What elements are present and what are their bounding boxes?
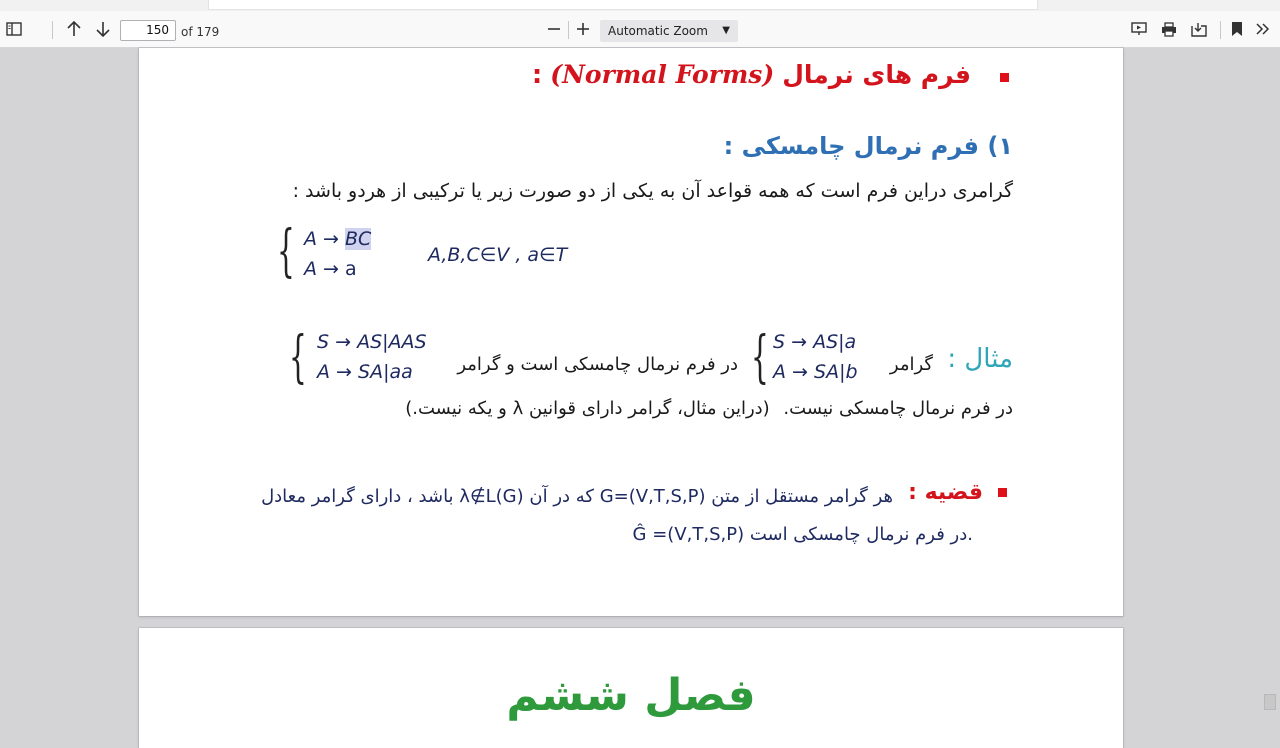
page-title bbox=[532, 60, 971, 96]
pdf-page-150 bbox=[139, 48, 1123, 616]
pdf-page-151 bbox=[139, 628, 1123, 748]
rule-condition: A,B,C∈V , a∈T bbox=[428, 244, 568, 266]
presentation-icon[interactable] bbox=[1128, 18, 1150, 40]
left-brace: { bbox=[289, 325, 307, 390]
ex1-r2-rhs: SA|b bbox=[814, 361, 858, 383]
chapter-title: فصل ششم bbox=[506, 670, 756, 721]
ex2-r2-lhs: A bbox=[317, 361, 330, 383]
bullet-icon bbox=[998, 488, 1007, 497]
arrow-up-icon[interactable] bbox=[63, 18, 85, 40]
page-number-input[interactable]: 150 bbox=[120, 20, 176, 41]
theorem-line-1: هر گرامر مستقل از متن G=(V,T,S,P) که در آن λ∉L(G) باشد ، دارای گرامر معادل bbox=[261, 486, 893, 507]
bookmark-icon[interactable] bbox=[1226, 18, 1248, 40]
example-conclusion-a: در فرم نرمال چامسکی نیست. bbox=[783, 398, 1013, 419]
example-1-rule-1: S → AS|a bbox=[773, 331, 857, 353]
minus-icon[interactable] bbox=[543, 18, 565, 40]
rule-1-rhs: BC bbox=[345, 228, 372, 250]
rule-1: A → BC bbox=[304, 228, 372, 250]
address-bar[interactable] bbox=[208, 0, 1038, 10]
ex2-r1-rhs: AS|AAS bbox=[357, 331, 427, 353]
double-chevron-icon[interactable] bbox=[1252, 18, 1274, 40]
chevron-down-icon: ▼ bbox=[722, 25, 730, 36]
sidebar-toggle-icon[interactable] bbox=[3, 18, 25, 40]
example-1-rule-2: A → SA|b bbox=[773, 361, 858, 383]
rule-1-lhs: A bbox=[304, 228, 317, 250]
bullet-icon bbox=[1000, 73, 1009, 82]
ex1-r1-lhs: S bbox=[773, 331, 786, 353]
left-brace: { bbox=[277, 219, 295, 284]
ex1-r1-rhs: AS|a bbox=[813, 331, 857, 353]
example-word: گرامر bbox=[889, 354, 933, 375]
example-conclusion bbox=[405, 398, 1013, 419]
section-heading: ۱) فرم نرمال چامسکی : bbox=[723, 132, 1013, 160]
example-conclusion-b: (دراین مثال، گرامر دارای قوانین λ و یکه نیست.) bbox=[405, 398, 770, 419]
rule-2-lhs: A bbox=[304, 258, 317, 280]
ex1-r2-lhs: A bbox=[773, 361, 786, 383]
arrow-down-icon[interactable] bbox=[92, 18, 114, 40]
title-persian: فرم های نرمال bbox=[782, 60, 971, 89]
title-english: (Normal Forms) bbox=[550, 60, 775, 89]
ex2-r1-lhs: S bbox=[317, 331, 330, 353]
rule-2: A → a bbox=[304, 258, 357, 280]
example-middle-text: در فرم نرمال چامسکی است و گرامر bbox=[457, 354, 738, 375]
scrollbar-thumb[interactable] bbox=[1264, 694, 1276, 710]
example-label: مثال : bbox=[947, 344, 1013, 374]
zoom-value: Automatic Zoom bbox=[608, 24, 708, 38]
save-icon[interactable] bbox=[1188, 18, 1210, 40]
rule-2-rhs: a bbox=[345, 258, 357, 280]
page-count-label: of 179 bbox=[181, 25, 220, 39]
example-2-rule-1: S → AS|AAS bbox=[317, 331, 427, 353]
definition-text: گرامری دراین فرم است که همه قواعد آن به یکی از دو صورت زیر یا ترکیبی از هردو باشد : bbox=[292, 180, 1013, 202]
title-colon: : bbox=[531, 60, 543, 90]
print-icon[interactable] bbox=[1158, 18, 1180, 40]
left-brace: { bbox=[751, 325, 769, 390]
plus-icon[interactable] bbox=[572, 18, 594, 40]
example-2-rule-2: A → SA|aa bbox=[317, 361, 413, 383]
pdf-toolbar bbox=[0, 11, 1280, 48]
ex2-r2-rhs: SA|aa bbox=[358, 361, 413, 383]
theorem-line-2: Ĝ =(V,T,S,P) در فرم نرمال چامسکی است. bbox=[632, 524, 973, 545]
pdf-viewer[interactable] bbox=[0, 48, 1280, 720]
theorem-label: قضیه : bbox=[908, 480, 983, 505]
zoom-select[interactable] bbox=[600, 20, 738, 42]
